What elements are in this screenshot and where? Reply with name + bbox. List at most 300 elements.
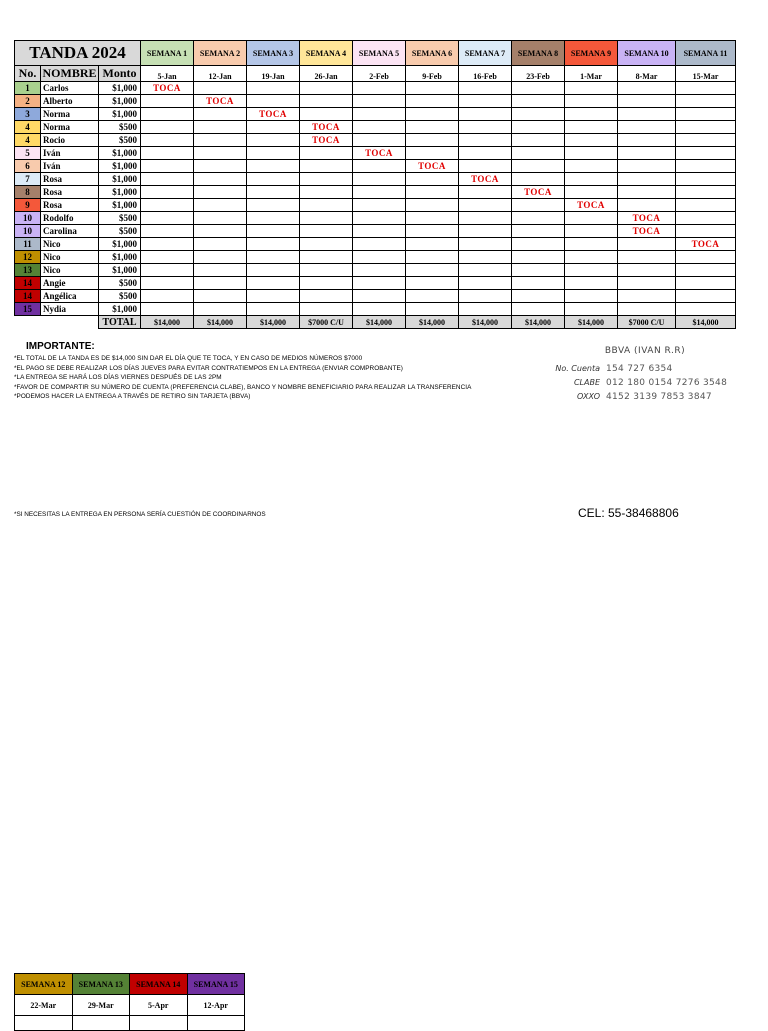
participant-amount: $1,000 [99, 147, 141, 160]
table-row [15, 173, 736, 186]
schedule-cell [141, 160, 194, 173]
table-row [15, 134, 736, 147]
bank-oxxo-line [540, 390, 740, 404]
schedule-cell [459, 121, 512, 134]
participant-number: 5 [15, 147, 41, 160]
week-total: $7000 C/U [300, 316, 353, 329]
schedule-cell [194, 108, 247, 121]
schedule-cell [353, 95, 406, 108]
schedule-cell [141, 238, 194, 251]
schedule-cell [676, 147, 736, 160]
schedule-cell [406, 147, 459, 160]
week-date: 23-Feb [512, 66, 565, 82]
week-date: 15-Mar [676, 66, 736, 82]
week-total: $14,000 [194, 316, 247, 329]
week-header: SEMANA 10 [618, 41, 676, 66]
schedule-cell [353, 251, 406, 264]
extra-week-date: 29-Mar [72, 995, 130, 1016]
schedule-cell [247, 173, 300, 186]
participant-number: 13 [15, 264, 41, 277]
sheet-title: TANDA 2024 [15, 41, 141, 66]
note-line: *LA ENTREGA SE HARÁ LOS DÍAS VIERNES DESPUÉS DE LAS 2PM [14, 374, 222, 382]
participant-amount: $500 [99, 225, 141, 238]
week-header: SEMANA 6 [406, 41, 459, 66]
schedule-cell [300, 108, 353, 121]
schedule-cell [565, 173, 618, 186]
participant-number: 12 [15, 251, 41, 264]
schedule-cell [141, 199, 194, 212]
schedule-cell [565, 277, 618, 290]
schedule-cell [565, 134, 618, 147]
schedule-cell [247, 134, 300, 147]
note-line: *PODEMOS HACER LA ENTREGA A TRAVÉS DE RETIRO SIN TARJETA (BBVA) [14, 393, 251, 401]
schedule-cell [676, 290, 736, 303]
toca-marker: TOCA [459, 173, 512, 186]
schedule-cell [676, 134, 736, 147]
participant-amount: $1,000 [99, 186, 141, 199]
note-line: *EL TOTAL DE LA TANDA ES DE $14,000 SIN DAR EL DÍA QUE TE TOCA, Y EN CASO DE MEDIOS NÚMEROS $7000 [14, 355, 363, 362]
table-row [15, 108, 736, 121]
tanda-table [14, 40, 736, 329]
schedule-cell [565, 108, 618, 121]
schedule-cell [565, 121, 618, 134]
extra-week-date: 5-Apr [130, 995, 188, 1016]
week-date: 2-Feb [353, 66, 406, 82]
schedule-cell [618, 277, 676, 290]
schedule-cell [676, 264, 736, 277]
table-row [15, 277, 736, 290]
week-date: 8-Mar [618, 66, 676, 82]
week-header: SEMANA 1 [141, 41, 194, 66]
schedule-cell [459, 251, 512, 264]
extra-week-header: SEMANA 13 [72, 974, 130, 995]
schedule-cell [406, 277, 459, 290]
week-total: $14,000 [353, 316, 406, 329]
schedule-cell [459, 160, 512, 173]
schedule-cell [618, 186, 676, 199]
schedule-cell [247, 199, 300, 212]
table-row [15, 264, 736, 277]
schedule-cell [512, 199, 565, 212]
participant-name: Norma [41, 108, 99, 121]
col-header-amount: Monto [99, 66, 141, 82]
schedule-cell [141, 212, 194, 225]
notes-heading: IMPORTANTE: [26, 341, 95, 352]
table-row [15, 147, 736, 160]
extra-week-header: SEMANA 12 [15, 974, 73, 995]
schedule-cell [459, 95, 512, 108]
bank-account-value: 154 727 6354 [606, 364, 673, 374]
week-header: SEMANA 3 [247, 41, 300, 66]
participant-number: 3 [15, 108, 41, 121]
bank-account-line [540, 362, 740, 376]
schedule-cell [512, 225, 565, 238]
schedule-cell [565, 303, 618, 316]
schedule-cell [512, 160, 565, 173]
week-total: $14,000 [406, 316, 459, 329]
participant-name: Nico [41, 251, 99, 264]
schedule-cell [353, 108, 406, 121]
schedule-cell [406, 225, 459, 238]
schedule-cell [676, 251, 736, 264]
extra-week-cell [15, 1016, 73, 1031]
toca-marker: TOCA [300, 121, 353, 134]
schedule-cell [459, 147, 512, 160]
schedule-cell [247, 160, 300, 173]
schedule-cell [406, 134, 459, 147]
table-row [15, 212, 736, 225]
schedule-cell [141, 134, 194, 147]
schedule-cell [618, 134, 676, 147]
table-row [15, 121, 736, 134]
schedule-cell [512, 82, 565, 95]
schedule-cell [353, 121, 406, 134]
schedule-cell [300, 212, 353, 225]
schedule-cell [618, 147, 676, 160]
participant-name: Rosa [41, 199, 99, 212]
participant-amount: $1,000 [99, 199, 141, 212]
table-row [15, 225, 736, 238]
participant-number: 4 [15, 134, 41, 147]
schedule-cell [459, 238, 512, 251]
schedule-cell [353, 277, 406, 290]
bank-info [540, 346, 740, 404]
toca-marker: TOCA [247, 108, 300, 121]
week-total: $14,000 [512, 316, 565, 329]
participant-name: Iván [41, 147, 99, 160]
schedule-cell [194, 277, 247, 290]
schedule-cell [406, 121, 459, 134]
table-row [15, 303, 736, 316]
participant-number: 7 [15, 173, 41, 186]
schedule-cell [406, 212, 459, 225]
bank-oxxo-label: OXXO [576, 392, 600, 401]
bank-oxxo-value: 4152 3139 7853 3847 [606, 392, 712, 402]
schedule-cell [141, 108, 194, 121]
schedule-cell [406, 173, 459, 186]
schedule-cell [247, 147, 300, 160]
schedule-cell [300, 251, 353, 264]
schedule-cell [300, 277, 353, 290]
extra-week-cell [187, 1016, 245, 1031]
schedule-cell [459, 82, 512, 95]
toca-marker: TOCA [353, 147, 406, 160]
schedule-cell [565, 186, 618, 199]
phone-number: CEL: 55-38468806 [578, 506, 679, 520]
table-row [15, 238, 736, 251]
schedule-cell [300, 290, 353, 303]
col-header-no: No. [15, 66, 41, 82]
participant-name: Alberto [41, 95, 99, 108]
week-header: SEMANA 11 [676, 41, 736, 66]
schedule-cell [512, 251, 565, 264]
schedule-cell [141, 95, 194, 108]
schedule-cell [300, 173, 353, 186]
schedule-cell [406, 95, 459, 108]
week-date: 12-Jan [194, 66, 247, 82]
schedule-cell [353, 199, 406, 212]
week-header: SEMANA 2 [194, 41, 247, 66]
schedule-cell [194, 303, 247, 316]
participant-amount: $1,000 [99, 238, 141, 251]
schedule-cell [512, 238, 565, 251]
schedule-cell [459, 186, 512, 199]
schedule-cell [406, 82, 459, 95]
table-row [15, 82, 736, 95]
schedule-cell [676, 277, 736, 290]
participant-name: Iván [41, 160, 99, 173]
table-row [15, 160, 736, 173]
schedule-cell [247, 186, 300, 199]
schedule-cell [512, 121, 565, 134]
participant-number: 9 [15, 199, 41, 212]
schedule-cell [300, 147, 353, 160]
week-header: SEMANA 8 [512, 41, 565, 66]
participant-name: Nico [41, 238, 99, 251]
schedule-cell [618, 82, 676, 95]
schedule-cell [459, 212, 512, 225]
in-person-note: *SI NECESITAS LA ENTREGA EN PERSONA SERÍA CUESTIÓN DE COORDINARNOS [14, 511, 266, 518]
col-header-name: NOMBRE [42, 66, 97, 80]
schedule-cell [406, 238, 459, 251]
schedule-cell [676, 173, 736, 186]
schedule-cell [353, 160, 406, 173]
schedule-cell [353, 290, 406, 303]
schedule-cell [512, 147, 565, 160]
schedule-cell [247, 225, 300, 238]
participant-amount: $1,000 [99, 303, 141, 316]
participant-number: 4 [15, 121, 41, 134]
schedule-cell [618, 264, 676, 277]
participant-name: Carolina [41, 225, 99, 238]
week-date: 1-Mar [565, 66, 618, 82]
schedule-cell [565, 225, 618, 238]
schedule-cell [406, 108, 459, 121]
total-label: TOTAL [99, 316, 141, 329]
table-row [15, 95, 736, 108]
participant-amount: $1,000 [99, 108, 141, 121]
schedule-cell [141, 277, 194, 290]
participant-amount: $1,000 [99, 82, 141, 95]
participant-amount: $500 [99, 121, 141, 134]
schedule-cell [512, 277, 565, 290]
schedule-cell [406, 199, 459, 212]
schedule-cell [141, 186, 194, 199]
bank-clabe-label: CLABE [573, 378, 600, 387]
schedule-cell [141, 147, 194, 160]
schedule-cell [676, 82, 736, 95]
extra-week-date: 12-Apr [187, 995, 245, 1016]
schedule-cell [459, 264, 512, 277]
schedule-cell [618, 238, 676, 251]
participant-amount: $500 [99, 212, 141, 225]
schedule-cell [353, 303, 406, 316]
extra-week-header: SEMANA 14 [130, 974, 188, 995]
schedule-cell [300, 199, 353, 212]
schedule-cell [141, 173, 194, 186]
week-date: 5-Jan [141, 66, 194, 82]
schedule-cell [194, 238, 247, 251]
participant-number: 10 [15, 225, 41, 238]
week-header: SEMANA 9 [565, 41, 618, 66]
toca-marker: TOCA [676, 238, 736, 251]
schedule-cell [406, 186, 459, 199]
schedule-cell [194, 212, 247, 225]
week-date: 19-Jan [247, 66, 300, 82]
schedule-cell [353, 264, 406, 277]
week-total: $14,000 [247, 316, 300, 329]
week-total: $14,000 [459, 316, 512, 329]
bank-clabe-line [540, 376, 740, 390]
schedule-cell [141, 251, 194, 264]
participant-name: Nico [41, 264, 99, 277]
schedule-cell [194, 82, 247, 95]
schedule-cell [565, 212, 618, 225]
schedule-cell [618, 173, 676, 186]
schedule-cell [618, 199, 676, 212]
schedule-cell [247, 290, 300, 303]
participant-number: 15 [15, 303, 41, 316]
schedule-cell [565, 95, 618, 108]
schedule-cell [194, 173, 247, 186]
schedule-cell [676, 303, 736, 316]
participant-amount: $1,000 [99, 160, 141, 173]
participant-amount: $1,000 [99, 264, 141, 277]
week-total: $7000 C/U [618, 316, 676, 329]
schedule-cell [247, 264, 300, 277]
schedule-cell [565, 160, 618, 173]
schedule-cell [512, 264, 565, 277]
schedule-cell [565, 290, 618, 303]
toca-marker: TOCA [194, 95, 247, 108]
schedule-cell [247, 251, 300, 264]
schedule-cell [353, 225, 406, 238]
schedule-cell [247, 121, 300, 134]
schedule-cell [565, 147, 618, 160]
participant-number: 14 [15, 277, 41, 290]
note-line: *EL PAGO SE DEBE REALIZAR LOS DÍAS JUEVES PARA EVITAR CONTRATIEMPOS EN LA ENTREGA (ENVIAR COMPROBANTE) [14, 364, 403, 372]
schedule-cell [300, 95, 353, 108]
week-header: SEMANA 7 [459, 41, 512, 66]
schedule-cell [676, 121, 736, 134]
participant-name: Norma [41, 121, 99, 134]
schedule-cell [459, 277, 512, 290]
table-row [15, 251, 736, 264]
participant-name: Rodolfo [41, 212, 99, 225]
schedule-cell [353, 134, 406, 147]
table-row [15, 199, 736, 212]
schedule-cell [300, 82, 353, 95]
participant-amount: $500 [99, 134, 141, 147]
schedule-cell [247, 303, 300, 316]
week-header: SEMANA 4 [300, 41, 353, 66]
schedule-cell [194, 199, 247, 212]
toca-marker: TOCA [618, 212, 676, 225]
schedule-cell [618, 303, 676, 316]
week-date: 26-Jan [300, 66, 353, 82]
schedule-cell [300, 225, 353, 238]
schedule-cell [194, 290, 247, 303]
schedule-cell [512, 303, 565, 316]
extra-week-date: 22-Mar [15, 995, 73, 1016]
schedule-cell [247, 238, 300, 251]
participant-number: 11 [15, 238, 41, 251]
schedule-cell [141, 225, 194, 238]
schedule-cell [353, 212, 406, 225]
schedule-cell [300, 238, 353, 251]
toca-marker: TOCA [300, 134, 353, 147]
schedule-cell [459, 290, 512, 303]
extra-week-cell [72, 1016, 130, 1031]
schedule-cell [565, 238, 618, 251]
schedule-cell [459, 108, 512, 121]
participant-amount: $500 [99, 277, 141, 290]
schedule-cell [194, 147, 247, 160]
schedule-cell [141, 121, 194, 134]
toca-marker: TOCA [512, 186, 565, 199]
schedule-cell [676, 186, 736, 199]
schedule-cell [300, 186, 353, 199]
schedule-cell [194, 264, 247, 277]
schedule-cell [512, 212, 565, 225]
schedule-cell [406, 264, 459, 277]
schedule-cell [459, 199, 512, 212]
schedule-cell [512, 95, 565, 108]
week-date: 16-Feb [459, 66, 512, 82]
toca-marker: TOCA [618, 225, 676, 238]
participant-amount: $1,000 [99, 173, 141, 186]
toca-marker: TOCA [406, 160, 459, 173]
week-total: $14,000 [565, 316, 618, 329]
toca-marker: TOCA [141, 82, 194, 95]
schedule-cell [565, 82, 618, 95]
participant-name: Rosa [41, 186, 99, 199]
participant-number: 10 [15, 212, 41, 225]
schedule-cell [459, 134, 512, 147]
table-row [15, 186, 736, 199]
schedule-cell [194, 225, 247, 238]
schedule-cell [676, 95, 736, 108]
schedule-cell [247, 95, 300, 108]
schedule-cell [676, 212, 736, 225]
schedule-cell [676, 108, 736, 121]
week-header: SEMANA 5 [353, 41, 406, 66]
schedule-cell [406, 251, 459, 264]
extra-weeks-table [14, 973, 245, 1031]
participant-number: 8 [15, 186, 41, 199]
schedule-cell [459, 225, 512, 238]
schedule-cell [406, 303, 459, 316]
schedule-cell [676, 199, 736, 212]
participant-number: 6 [15, 160, 41, 173]
schedule-cell [353, 186, 406, 199]
schedule-cell [353, 238, 406, 251]
schedule-cell [459, 303, 512, 316]
participant-name: Rosa [41, 173, 99, 186]
schedule-cell [247, 212, 300, 225]
schedule-cell [194, 121, 247, 134]
schedule-cell [353, 82, 406, 95]
schedule-cell [618, 290, 676, 303]
participant-number: 14 [15, 290, 41, 303]
total-spacer [15, 316, 99, 329]
schedule-cell [618, 251, 676, 264]
participant-number: 2 [15, 95, 41, 108]
schedule-cell [512, 290, 565, 303]
participant-number: 1 [15, 82, 41, 95]
schedule-cell [565, 251, 618, 264]
table-row [15, 290, 736, 303]
